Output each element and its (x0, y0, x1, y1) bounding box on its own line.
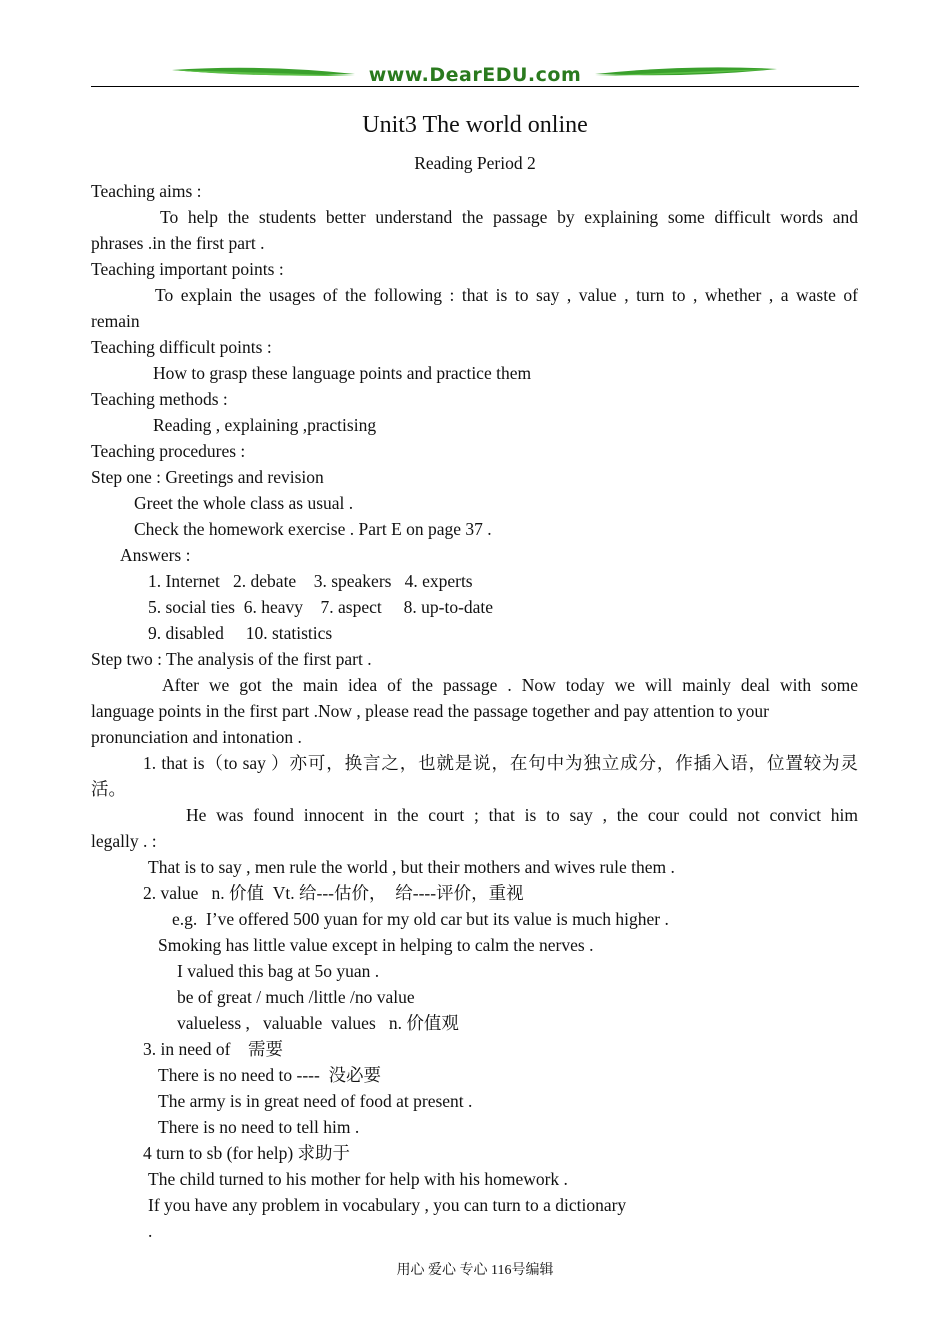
text-line: Teaching aims : (91, 181, 202, 201)
text-line: There is no need to ---- 没必要 (158, 1065, 382, 1085)
text-line: legally . : (91, 831, 157, 851)
text-line: Reading , explaining ,practising (153, 415, 377, 435)
text-line: Answers : (120, 545, 191, 565)
header-rule (91, 86, 859, 87)
text-line: 1. Internet 2. debate 3. speakers 4. experts (148, 571, 473, 591)
text-line: Smoking has little value except in helping to calm the nerves . (158, 935, 594, 955)
text-line: That is to say , men rule the world , but their mothers and wives rule them . (148, 857, 675, 877)
text-line: Step one : Greetings and revision (91, 467, 324, 487)
text-line: be of great / much /little /no value (177, 987, 415, 1007)
text-line: After we got the main idea of the passage . Now today we will mainly deal with some (162, 675, 858, 695)
text-line: pronunciation and intonation . (91, 727, 302, 747)
text-line: remain (91, 311, 140, 331)
text-line: The army is in great need of food at present . (158, 1091, 473, 1111)
logo-text: www.DearEDU.com (368, 64, 582, 86)
text-line: 9. disabled 10. statistics (148, 623, 333, 643)
text-line: 活。 (91, 779, 126, 799)
text-line: language points in the first part .Now , please read the passage together and pay attention to your (91, 701, 769, 721)
text-line: Teaching difficult points : (91, 337, 272, 357)
text-line: Teaching procedures : (91, 441, 246, 461)
text-line: e.g. I’ve offered 500 yuan for my old car but its value is much higher . (172, 909, 669, 929)
text-line: To help the students better understand the passage by explaining some difficult words and (160, 207, 858, 227)
text-line: 1. that is（to say ）亦可，换言之，也就是说，在句中为独立成分，作插入语，位置较为灵 (143, 753, 858, 773)
text-line: valueless , valuable values n. 价值观 (177, 1013, 459, 1033)
document-title: Unit3 The world online (362, 112, 588, 138)
text-line: Step two : The analysis of the first part . (91, 649, 372, 669)
text-line: The child turned to his mother for help with his homework . (148, 1169, 568, 1189)
text-line: Greet the whole class as usual . (134, 493, 354, 513)
text-line: Teaching methods : (91, 389, 228, 409)
text-line: phrases .in the first part . (91, 233, 265, 253)
text-line: If you have any problem in vocabulary , you can turn to a dictionary (148, 1195, 627, 1215)
text-line: How to grasp these language points and practice them (153, 363, 532, 383)
document-subtitle: Reading Period 2 (414, 153, 536, 173)
text-line: 3. in need of 需要 (143, 1039, 283, 1059)
text-line: Check the homework exercise . Part E on page 37 . (134, 519, 492, 539)
text-line: . (148, 1221, 153, 1241)
page-footer: 用心 爱心 专心 116号编辑 (396, 1263, 554, 1278)
text-line: He was found innocent in the court ; that is to say , the cour could not convict him (186, 805, 858, 825)
text-line: 5. social ties 6. heavy 7. aspect 8. up-to-date (148, 597, 494, 617)
text-line: There is no need to tell him . (158, 1117, 360, 1137)
text-line: 2. value n. 价值 Vt. 给---估价， 给----评价，重视 (143, 883, 524, 903)
text-line: 4 turn to sb (for help) 求助于 (143, 1143, 351, 1163)
text-line: I valued this bag at 5o yuan . (177, 961, 380, 981)
text-line: Teaching important points : (91, 259, 284, 279)
text-line: To explain the usages of the following : that is to say , value , turn to , whether , a waste of (155, 285, 858, 305)
